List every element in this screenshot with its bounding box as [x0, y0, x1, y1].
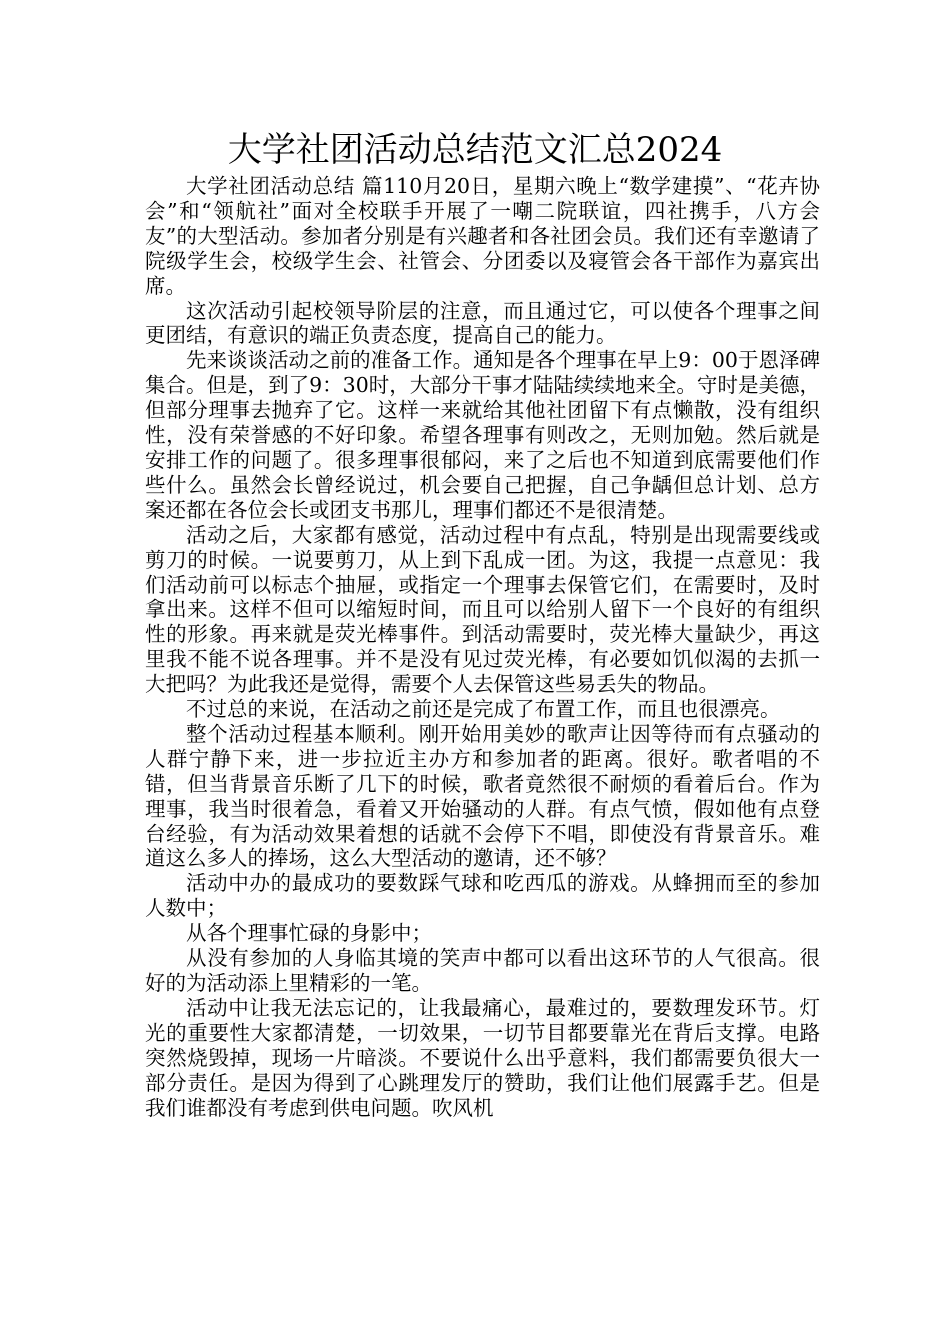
- paragraph: 先来谈谈活动之前的准备工作。通知是各个理事在早上9：00于恩泽碑集合。但是，到了9：30时，大部分干事才陆陆续续地来全。守时是美德，但部分理事去抛弃了它。这样一来就给其他社团留下有点懒散，没有组织性，没有荣誉感的不好印象。希望各理事有则改之，无则加勉。然后就是安排工作的问题了。很多理事很郁闷，来了之后也不知道到底需要他们作些什么。虽然会长曾经说过，机会要自己把握，自己争龋但总计划、总方案还都在各位会长或团支书那儿，理事们都还不是很清楚。: [145, 348, 820, 522]
- paragraph: 这次活动引起校领导阶层的注意，而且通过它，可以使各个理事之间更团结，有意识的端正负责态度，提高自己的能力。: [145, 298, 820, 348]
- document-title: 大学社团活动总结范文汇总2024: [227, 130, 723, 170]
- paragraph: 大学社团活动总结 篇110月20日，星期六晚上“数学建摸”、“花卉协会”和“领航社”面对全校联手开展了一嘲二院联谊，四社携手，八方会友”的大型活动。参加者分别是有兴趣者和各社团会员。我们还有幸邀请了院级学生会，校级学生会、社管会、分团委以及寝管会各干部作为嘉宾出席。: [145, 174, 820, 298]
- paragraph: 整个活动过程基本顺利。刚开始用美妙的歌声让因等待而有点骚动的人群宁静下来，进一步拉近主办方和参加者的距离。很好。歌者唱的不错，但当背景音乐断了几下的时候，歌者竟然很不耐烦的看着后台。作为理事，我当时很着急，看着又开始骚动的人群。有点气愤，假如他有点登台经验，有为活动效果着想的话就不会停下不唱，即使没有背景音乐。难道这么多人的捧场，这么大型活动的邀请，还不够？: [145, 721, 820, 871]
- paragraph: 从各个理事忙碌的身影中；: [186, 921, 432, 946]
- paragraph: 活动之后，大家都有感觉，活动过程中有点乱，特别是出现需要线或剪刀的时候。一说要剪刀，从上到下乱成一团。为这，我提一点意见：我们活动前可以标志个抽屉，或指定一个理事去保管它们，在需要时，及时拿出来。这样不但可以缩短时间，而且可以给别人留下一个良好的有组织性的形象。再来就是荧光棒事件。到活动需要时，荧光棒大量缺少，再这里我不能不说各理事。并不是没有见过荧光棒，有必要如饥似渴的去抓一大把吗？为此我还是觉得，需要个人去保管这些易丢失的物品。: [145, 522, 820, 697]
- paragraph: 不过总的来说，在活动之前还是完成了布置工作，而且也很漂亮。: [186, 697, 781, 722]
- paragraph: 活动中办的最成功的要数踩气球和吃西瓜的游戏。从蜂拥而至的参加人数中；: [145, 871, 820, 921]
- paragraph: 从没有参加的人身临其境的笑声中都可以看出这环节的人气很高。很好的为活动添上里精彩的一笔。: [145, 946, 820, 995]
- document-body: [145, 174, 820, 1120]
- paragraph: 活动中让我无法忘记的，让我最痛心，最难过的，要数理发环节。灯光的重要性大家都清楚，一切效果，一切节目都要靠光在背后支撑。电路突然烧毁掉，现场一片暗淡。不要说什么出乎意料，我们都需要负很大一部分责任。是因为得到了心跳理发厅的赞助，我们让他们展露手艺。但是我们谁都没有考虑到供电问题。吹风机: [145, 995, 820, 1120]
